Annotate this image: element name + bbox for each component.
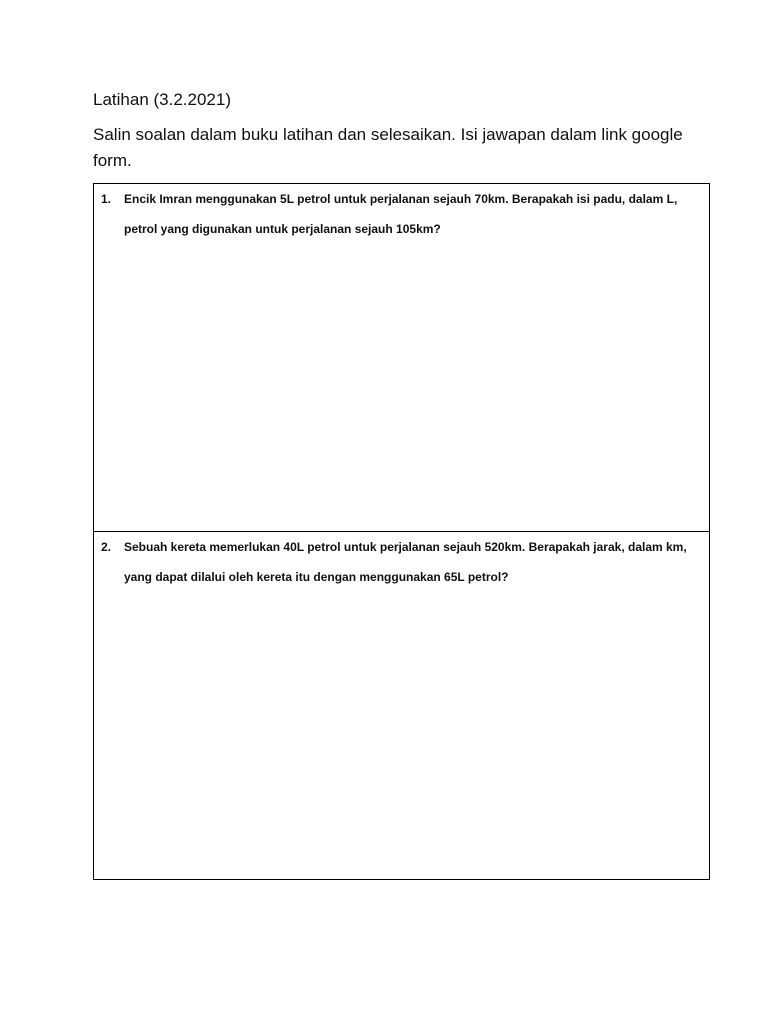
question-text: Encik Imran menggunakan 5L petrol untuk perjalanan sejauh 70km. Berapakah isi padu, dalam L, petrol yang digunakan untuk perjalanan sejauh 105km?	[124, 192, 678, 236]
instructions-text: Salin soalan dalam buku latihan dan selesaikan. Isi jawapan dalam link google form.	[93, 125, 683, 170]
question-table	[93, 183, 710, 880]
question-text: Sebuah kereta memerlukan 40L petrol untuk perjalanan sejauh 520km. Berapakah jarak, dalam km, yang dapat dilalui oleh kereta itu dengan menggunakan 65L petrol?	[124, 540, 687, 584]
question-cell-2	[94, 532, 709, 879]
question-cell-1	[94, 184, 709, 532]
page-title: Latihan (3.2.2021)	[93, 90, 231, 109]
question-number: 2.	[101, 540, 112, 554]
question-number: 1.	[101, 192, 112, 206]
